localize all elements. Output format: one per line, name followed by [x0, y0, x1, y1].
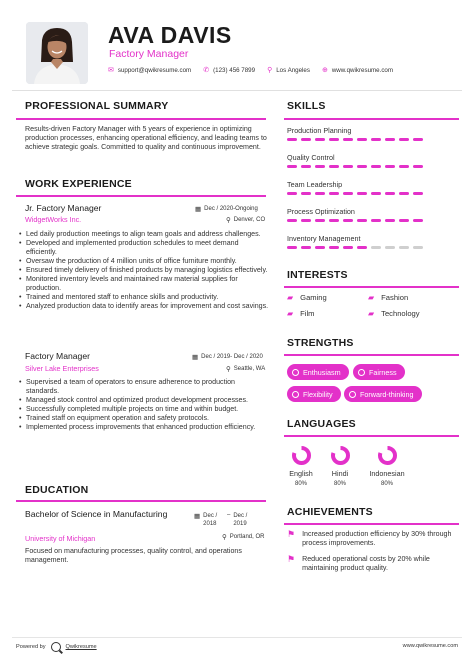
job-dates — [195, 205, 258, 213]
education-end: – Dec / 2019 — [227, 512, 255, 528]
rating-dot — [301, 246, 311, 249]
strength-pill — [287, 364, 349, 380]
language-name: Hindi — [331, 469, 349, 478]
skill-rating — [287, 138, 423, 141]
rating-dot — [371, 138, 381, 141]
skill-name: Quality Control — [287, 153, 335, 162]
list-item: • Led daily production meetings to align team goals and address challenges. — [19, 230, 269, 239]
rating-dot — [343, 165, 353, 168]
interests-rule — [284, 286, 459, 288]
rating-dot — [413, 165, 423, 168]
rating-dot — [287, 219, 297, 222]
list-item: • Managed stock control and optimized product development processes. — [19, 396, 269, 405]
education-start — [194, 512, 225, 528]
rating-dot — [399, 165, 409, 168]
degree-name: Bachelor of Science in Manufacturing — [25, 509, 168, 519]
circle-icon — [349, 391, 356, 398]
education-location — [222, 533, 264, 541]
rating-dot — [371, 165, 381, 168]
rating-dot — [315, 219, 325, 222]
language-name: English — [289, 469, 313, 478]
calendar-icon: ▦ — [194, 513, 201, 520]
achievements-rule — [284, 523, 459, 525]
profile-photo — [26, 22, 88, 84]
flag-icon: ⚑ — [287, 529, 296, 539]
achievement-item — [287, 530, 462, 548]
rating-dot — [385, 165, 395, 168]
map-pin-icon: ⚲ — [222, 534, 227, 541]
tag-icon: ▰ — [287, 293, 294, 302]
strength-label: Fairness — [369, 367, 397, 377]
strength-pill — [287, 386, 341, 402]
company-name: WidgetWorks Inc. — [25, 215, 82, 224]
language-percent: 80% — [333, 481, 346, 487]
rating-dot — [357, 246, 367, 249]
interest-item — [287, 293, 327, 302]
contact-row — [108, 66, 393, 74]
circle-icon — [358, 369, 365, 376]
contact-website[interactable] — [322, 66, 393, 74]
envelope-icon: ✉ — [108, 67, 114, 74]
interest-item — [287, 309, 315, 318]
candidate-name: AVA DAVIS — [108, 22, 232, 48]
rating-dot — [357, 138, 367, 141]
calendar-icon: ▦ — [195, 206, 202, 213]
qwikresume-logo-icon — [51, 642, 61, 652]
rating-dot — [329, 138, 339, 141]
interest-label: Technology — [381, 309, 420, 318]
education-location-text: Portland, OR — [229, 534, 265, 540]
strength-label: Flexibility — [303, 389, 333, 399]
interest-item — [368, 309, 420, 318]
location-text: Los Angeles — [276, 66, 310, 74]
rating-dot — [301, 219, 311, 222]
list-item: • Monitored inventory levels and maintained raw material supplies for production. — [19, 275, 269, 293]
skill-name: Inventory Management — [287, 234, 361, 243]
list-item: • Oversaw the production of 4 million units of office furniture monthly. — [19, 257, 269, 266]
rating-dot — [413, 246, 423, 249]
job-dates — [192, 353, 263, 361]
job-location-text: Denver, CO — [233, 217, 266, 223]
contact-email[interactable] — [108, 66, 191, 74]
rating-dot — [301, 192, 311, 195]
footer-website-link[interactable]: www.qwikresume.com — [402, 643, 458, 649]
resume-header — [0, 0, 474, 90]
interest-label: Fashion — [381, 293, 409, 302]
job-title: Jr. Factory Manager — [25, 203, 102, 213]
language-item — [362, 445, 412, 487]
summary-heading: PROFESSIONAL SUMMARY — [25, 100, 169, 112]
contact-phone[interactable] — [203, 66, 255, 74]
calendar-icon: ▦ — [192, 354, 199, 361]
education-heading: EDUCATION — [25, 484, 89, 496]
strength-pill — [353, 364, 405, 380]
website-text: www.qwikresume.com — [331, 66, 394, 74]
rating-dot — [343, 246, 353, 249]
powered-by-text: Powered by — [16, 644, 46, 650]
phone-icon: ✆ — [203, 67, 210, 74]
map-pin-icon: ⚲ — [226, 366, 231, 373]
summary-text: Results-driven Factory Manager with 5 years of experience in optimizing production processes, enhancing operational efficiency, and leading teams to achieve strategic goals. Committed to quality and continuous improvement. — [25, 125, 267, 151]
rating-dot — [287, 192, 297, 195]
rating-dot — [357, 192, 367, 195]
email-text: support@qwikresume.com — [117, 66, 192, 74]
tag-icon: ▰ — [368, 309, 375, 318]
rating-dot — [329, 192, 339, 195]
language-name: Indonesian — [369, 469, 405, 478]
skills-rule — [284, 118, 459, 120]
circle-icon — [292, 369, 299, 376]
interest-label: Gaming — [300, 293, 327, 302]
rating-dot — [329, 219, 339, 222]
language-ring — [330, 445, 351, 466]
footer-divider — [12, 637, 462, 638]
tag-icon: ▰ — [287, 309, 294, 318]
company-name: Silver Lake Enterprises — [25, 364, 99, 373]
rating-dot — [371, 246, 381, 249]
contact-location — [267, 66, 310, 74]
list-item: • Ensured timely delivery of finished products by managing logistics effectively. — [19, 266, 269, 275]
rating-dot — [301, 138, 311, 141]
rating-dot — [357, 219, 367, 222]
footer-brand-link[interactable]: Qwikresume — [65, 644, 97, 650]
skill-rating — [287, 219, 423, 222]
rating-dot — [371, 219, 381, 222]
list-item: • Implemented process improvements that enhanced production efficiency. — [19, 423, 269, 432]
language-item — [315, 445, 365, 487]
rating-dot — [287, 246, 297, 249]
language-percent: 80% — [294, 481, 307, 487]
tag-icon: ▰ — [368, 293, 375, 302]
rating-dot — [371, 192, 381, 195]
phone-text: (123) 456 7899 — [213, 66, 256, 74]
languages-rule — [284, 435, 459, 437]
rating-dot — [399, 219, 409, 222]
summary-rule — [16, 118, 266, 120]
flag-icon: ⚑ — [287, 554, 296, 564]
rating-dot — [413, 138, 423, 141]
rating-dot — [343, 138, 353, 141]
header-divider — [12, 90, 462, 91]
globe-icon: ⊕ — [321, 67, 328, 74]
strengths-heading: STRENGTHS — [287, 337, 354, 349]
rating-dot — [343, 219, 353, 222]
job-bullets — [19, 378, 269, 432]
achievement-item — [287, 555, 462, 573]
rating-dot — [413, 219, 423, 222]
rating-dot — [385, 138, 395, 141]
experience-rule — [16, 195, 266, 197]
rating-dot — [399, 246, 409, 249]
language-ring — [291, 445, 312, 466]
rating-dot — [413, 192, 423, 195]
skill-name: Production Planning — [287, 126, 352, 135]
job-dates-text: Dec / 2020-Ongoing — [204, 206, 258, 212]
candidate-title: Factory Manager — [109, 48, 189, 60]
school-name: University of Michigan — [25, 534, 96, 543]
rating-dot — [315, 165, 325, 168]
strength-pill — [344, 386, 422, 402]
job-dates-text: Dec / 2019- Dec / 2020 — [201, 354, 263, 360]
list-item: • Trained and mentored staff to enhance skills and productivity. — [19, 293, 269, 302]
language-ring — [377, 445, 398, 466]
achievement-text: Reduced operational costs by 20% while maintaining product quality. — [302, 555, 430, 572]
list-item: • Developed and implemented production schedules to meet demand efficiently. — [19, 239, 269, 257]
achievements-heading: ACHIEVEMENTS — [287, 506, 373, 518]
rating-dot — [301, 165, 311, 168]
strengths-rule — [284, 354, 459, 356]
circle-icon — [292, 391, 299, 398]
rating-dot — [385, 219, 395, 222]
skill-name: Team Leadership — [287, 180, 343, 189]
rating-dot — [329, 165, 339, 168]
language-percent: 80% — [380, 481, 393, 487]
skill-name: Process Optimization — [287, 207, 355, 216]
rating-dot — [315, 192, 325, 195]
rating-dot — [357, 165, 367, 168]
rating-dot — [287, 165, 297, 168]
education-rule — [16, 500, 266, 502]
job-location — [226, 216, 265, 224]
skills-heading: SKILLS — [287, 100, 326, 112]
education-end-text: Dec / 2019 — [233, 513, 248, 527]
experience-heading: WORK EXPERIENCE — [25, 178, 132, 190]
rating-dot — [287, 138, 297, 141]
education-start-text: Dec / 2018 — [203, 513, 218, 527]
footer-powered-by — [16, 642, 97, 652]
skill-rating — [287, 192, 423, 195]
rating-dot — [385, 246, 395, 249]
skill-rating — [287, 165, 423, 168]
rating-dot — [399, 192, 409, 195]
interest-item — [368, 293, 408, 302]
map-pin-icon: ⚲ — [267, 67, 273, 74]
strength-label: Enthusiasm — [303, 367, 341, 377]
education-description: Focused on manufacturing processes, quality control, and operations management. — [25, 547, 242, 564]
rating-dot — [385, 192, 395, 195]
interest-label: Film — [300, 309, 315, 318]
list-item: • Successfully completed multiple projects on time and within budget. — [19, 405, 269, 414]
rating-dot — [315, 138, 325, 141]
list-item: • Analyzed production data to identify areas for improvement and cost savings. — [19, 302, 269, 311]
map-pin-icon: ⚲ — [226, 217, 231, 224]
job-location-text: Seattle, WA — [233, 366, 266, 372]
rating-dot — [315, 246, 325, 249]
strength-label: Forward-thinking — [360, 389, 414, 399]
list-item: • Trained staff on equipment operation and safety protocols. — [19, 414, 269, 423]
rating-dot — [329, 246, 339, 249]
list-item: • Supervised a team of operators to ensure adherence to production standards. — [19, 378, 269, 396]
job-location — [226, 365, 265, 373]
interests-heading: INTERESTS — [287, 269, 348, 281]
skill-rating — [287, 246, 423, 249]
job-title: Factory Manager — [25, 351, 90, 361]
rating-dot — [343, 192, 353, 195]
job-bullets — [19, 230, 269, 311]
languages-heading: LANGUAGES — [287, 418, 356, 430]
rating-dot — [399, 138, 409, 141]
achievement-text: Increased production efficiency by 30% through process improvements. — [302, 530, 452, 547]
